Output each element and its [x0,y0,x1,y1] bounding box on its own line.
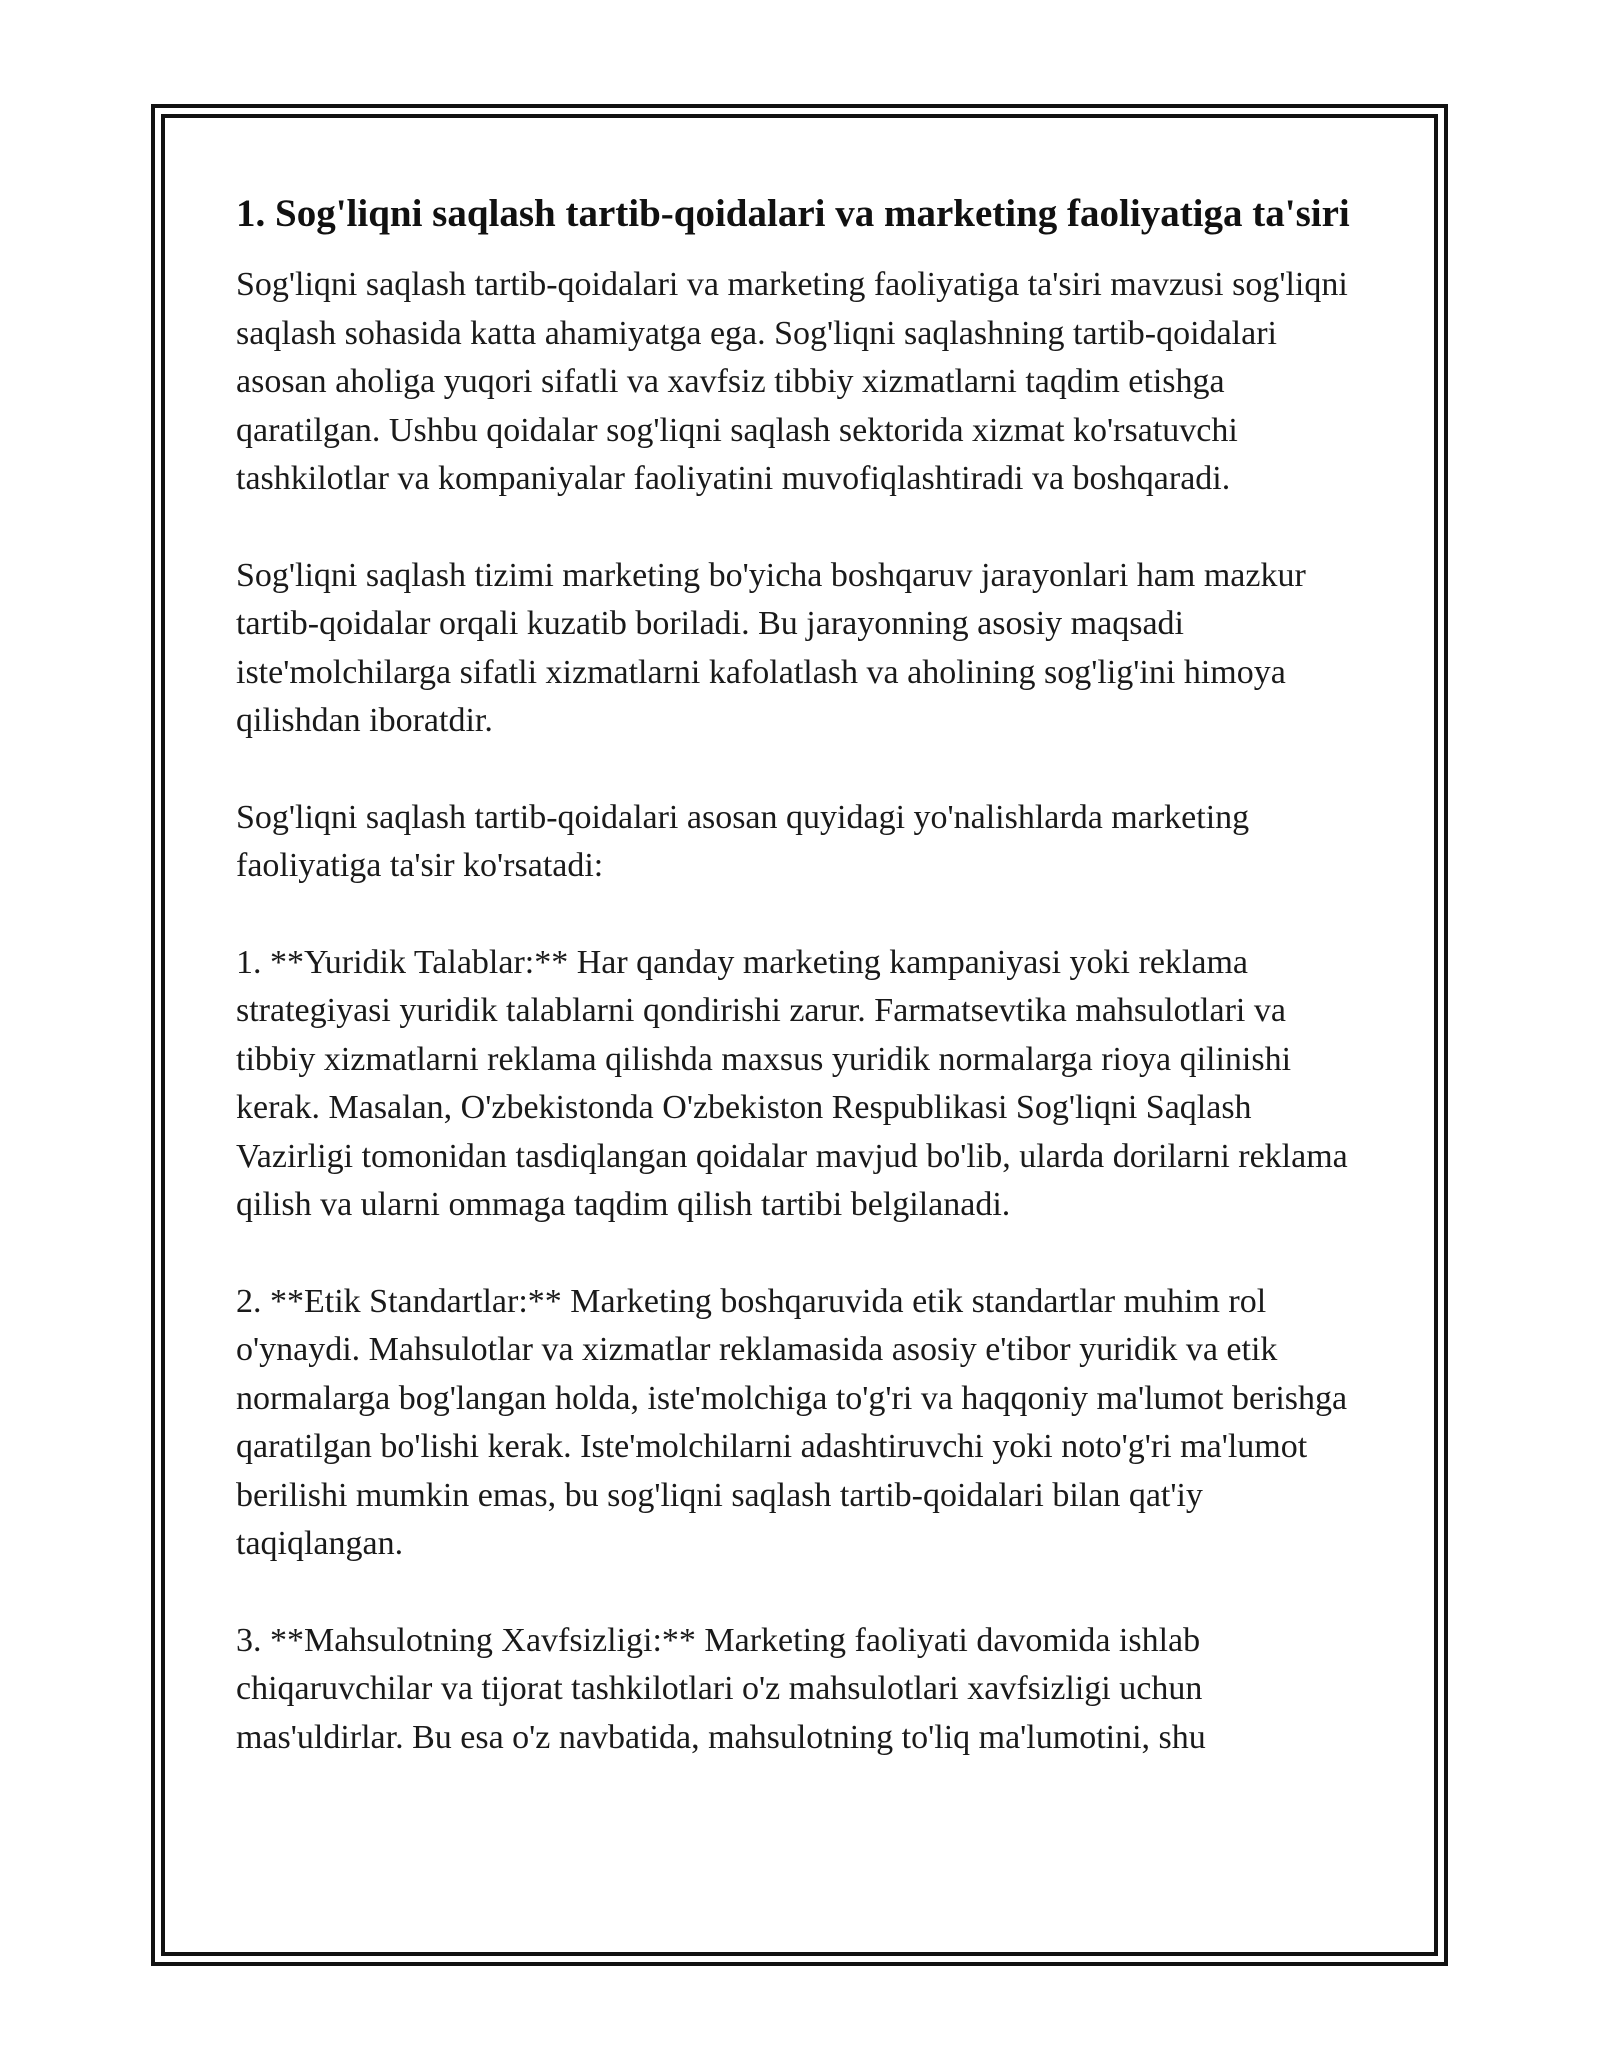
paragraph-intro: Sog'liqni saqlash tartib-qoidalari va marketing faoliyatiga ta'siri mavzusi sog'liqni saqlash sohasida katta ahamiyatga ega. Sog'liqni saqlashning tartib-qoidalari asosan aholiga yuqori sifatli va xavfsiz tibbiy xizmatlarni taqdim etishga qaratilgan. Ushbu qoidalar sog'liqni saqlash sektorida xizmat ko'rsatuvchi tashkilotlar va kompaniyalar faoliyatini muvofiqlashtiradi va boshqaradi. [236,266,1348,497]
document-body [236,186,1366,1810]
list-item-ethical-standards: 2. **Etik Standartlar:** Marketing boshqaruvida etik standartlar muhim rol o'ynaydi. Mahsulotlar va xizmatlar reklamasida asosiy e'tibor yuridik va etik normalarga bog'langan holda, iste'molchiga to'g'ri va haqqoniy ma'lumot berishga qaratilgan bo'lishi kerak. Iste'molchilarni adashtiruvchi yoki noto'g'ri ma'lumot berilishi mumkin emas, bu sog'liqni saqlash tartib-qoidalari bilan qat'iy taqiqlangan. [236,1282,1348,1562]
paragraph-directions: Sog'liqni saqlash tartib-qoidalari asosan quyidagi yo'nalishlarda marketing faoliyatiga ta'sir ko'rsatadi: [236,798,1250,884]
section-heading: 1. Sog'liqni saqlash tartib-qoidalari va marketing faoliyatiga ta'siri [236,192,1350,235]
list-item-legal-requirements: 1. **Yuridik Talablar:** Har qanday marketing kampaniyasi yoki reklama strategiyasi yuridik talablarni qondirishi zarur. Farmatsevtika mahsulotlari va tibbiy xizmatlarni reklama qilishda maxsus yuridik normalarga rioya qilinishi kerak. Masalan, O'zbekistonda O'zbekiston Respublikasi Sog'liqni Saqlash Vazirligi tomonidan tasdiqlangan qoidalar mavjud bo'lib, ularda dorilarni reklama qilish va ularni ommaga taqdim qilish tartibi belgilanadi. [236,943,1348,1223]
list-item-product-safety: 3. **Mahsulotning Xavfsizligi:** Marketing faoliyati davomida ishlab chiqaruvchilar va tijorat tashkilotlari o'z mahsulotlari xavfsizligi uchun mas'uldirlar. Bu esa o'z navbatida, mahsulotning to'liq ma'lumotini, shu [236,1621,1206,1756]
paragraph-marketing-control: Sog'liqni saqlash tizimi marketing bo'yicha boshqaruv jarayonlari ham mazkur tartib-qoidalar orqali kuzatib boriladi. Bu jarayonning asosiy maqsadi iste'molchilarga sifatli xizmatlarni kafolatlash va aholining sog'lig'ini himoya qilishdan iboratdir. [236,556,1306,739]
